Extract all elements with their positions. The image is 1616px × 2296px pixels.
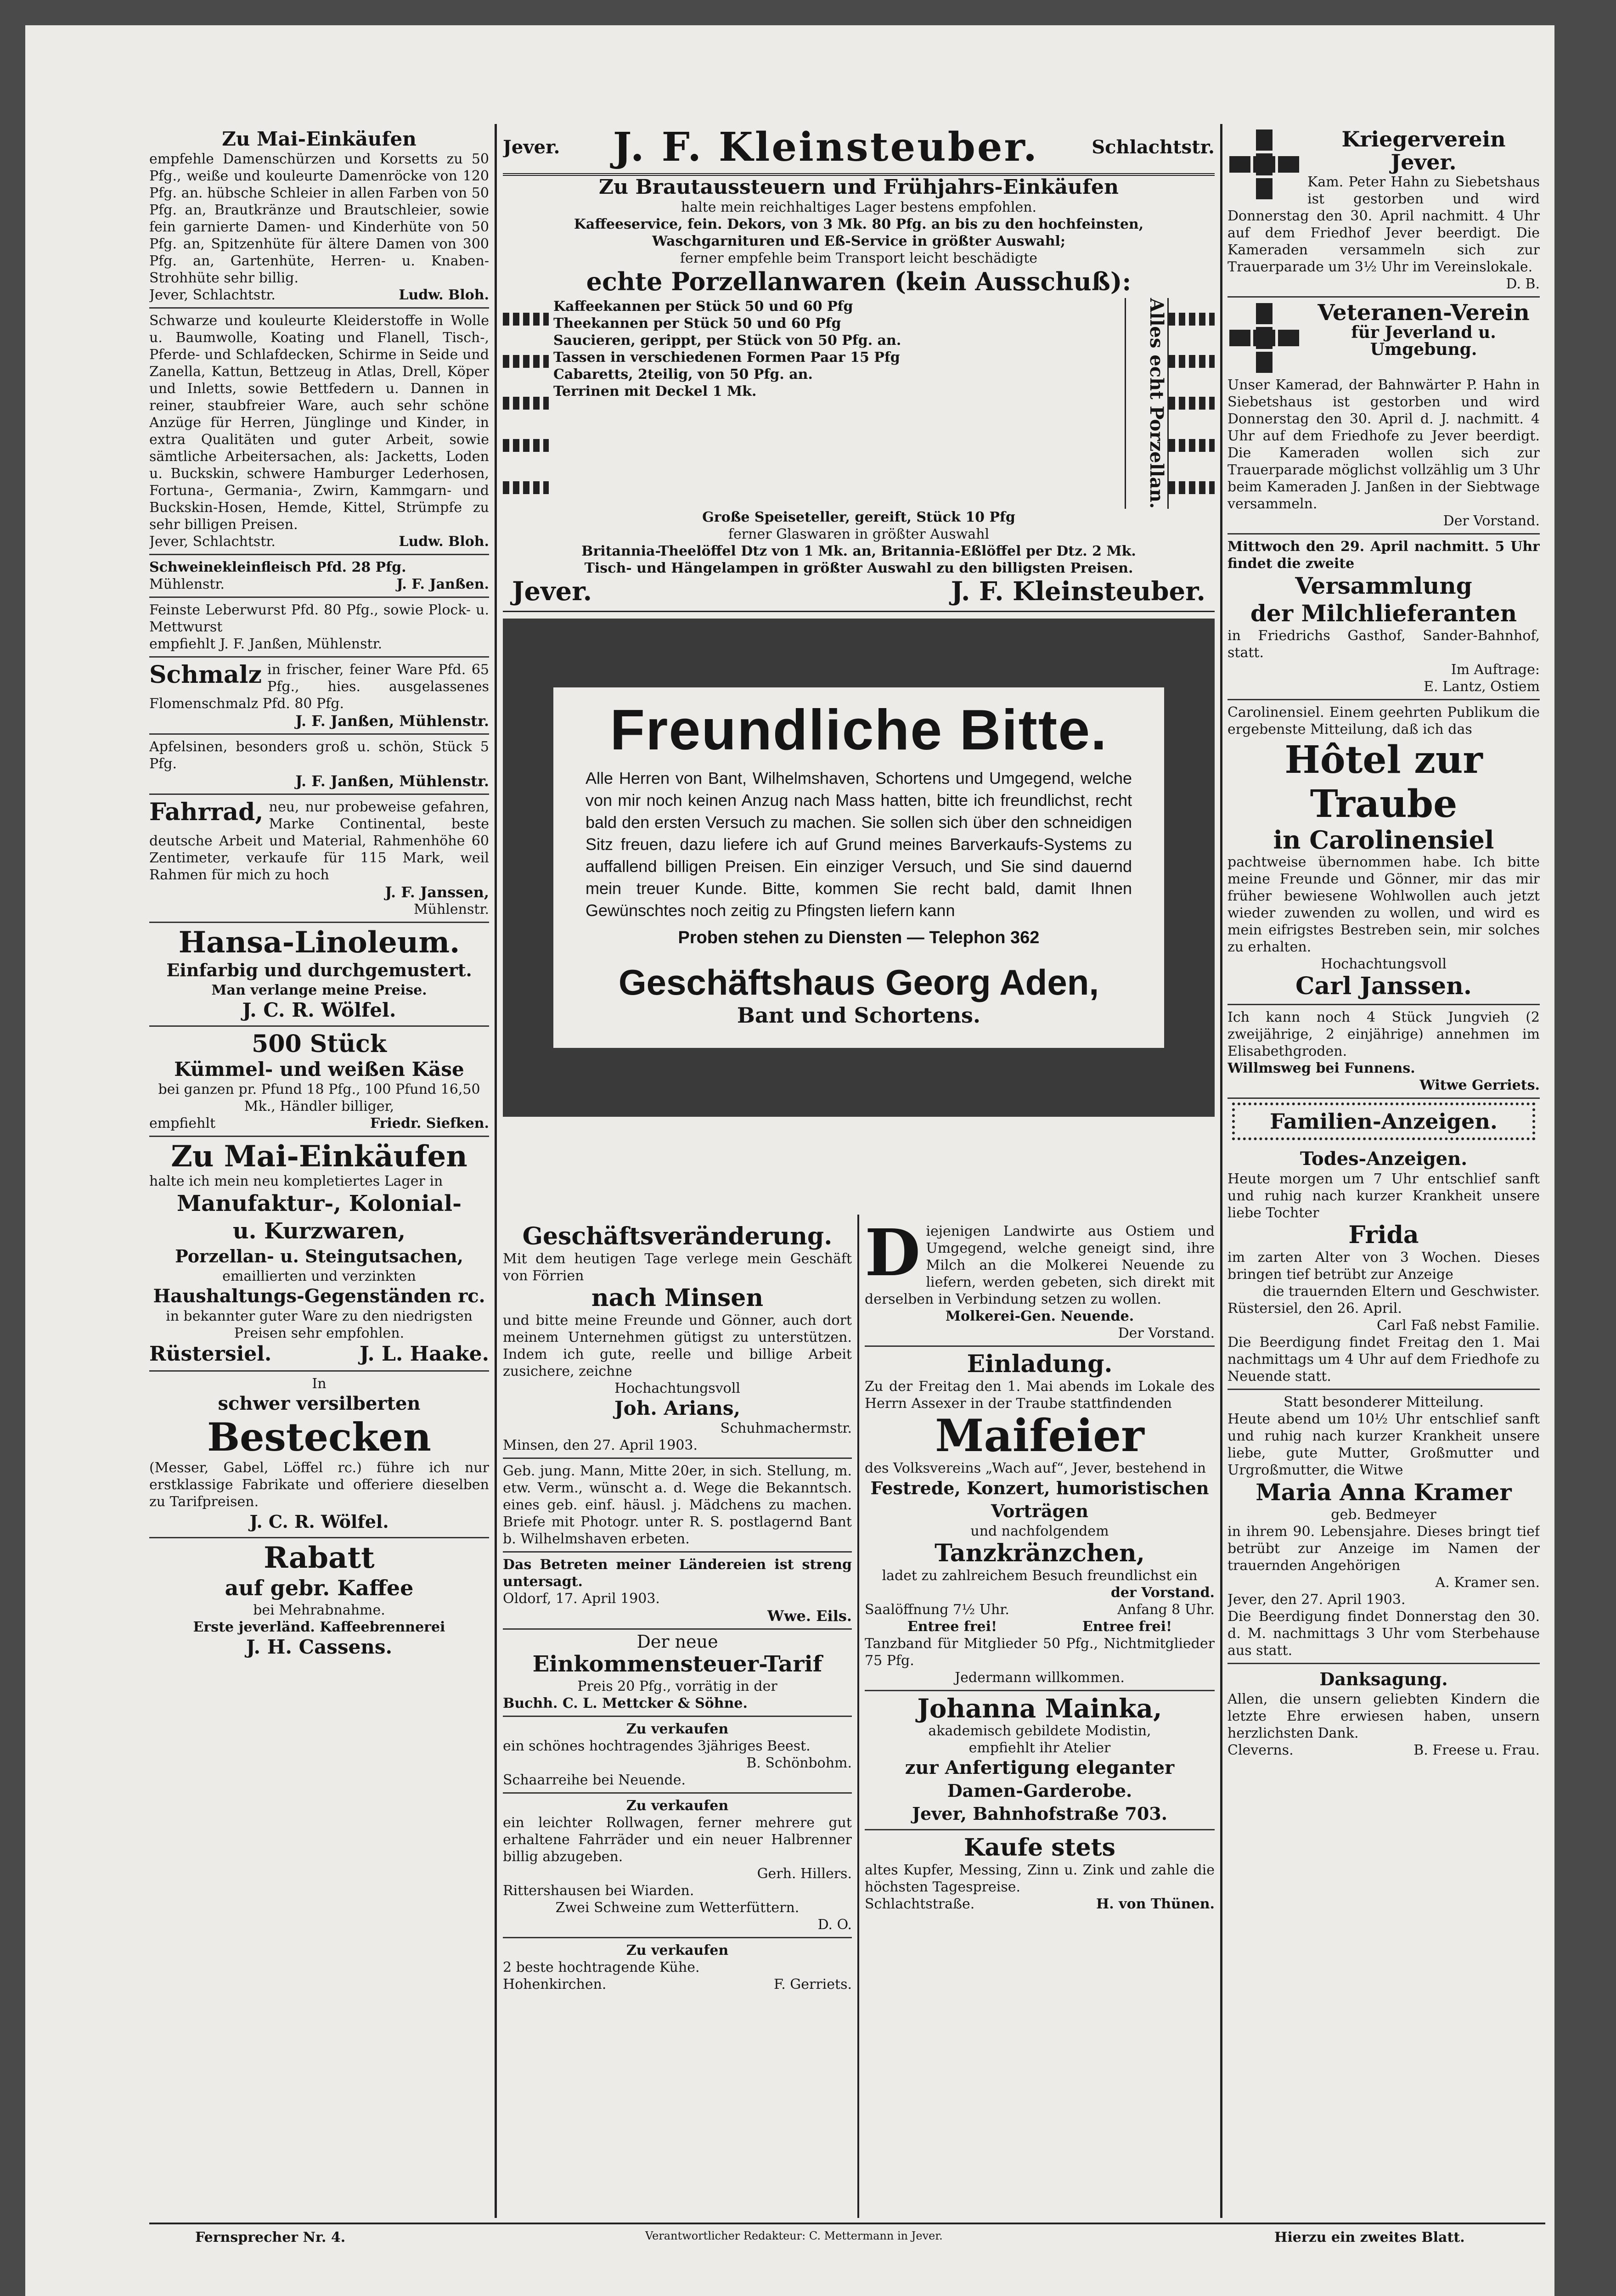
ad-text: Unser Kamerad, der Bahnwärter P. Hahn in Siebetshaus ist gestorben und wird Donnerstag den 30. April d. J. nachmitt. 4 Uhr auf dem Friedhofe zu Jever beerdigt. Die Kameraden wollen sich zur Trauerparade möglichst vollzählig um 3 Uhr beim Kameraden J. Janßen in der Siebtwage versammeln.: [1227, 377, 1540, 512]
ad-line: schwer versilberten: [218, 1393, 421, 1414]
ad-signature: Buchh. C. L. Mettcker & Söhne.: [503, 1695, 748, 1711]
ad-title: Freundliche Bitte.: [610, 698, 1108, 762]
ad-line: Tanzkränzchen,: [935, 1539, 1145, 1567]
ad-line: Schuhmachermstr.: [720, 1420, 852, 1436]
ad-line: Der neue: [636, 1632, 718, 1652]
ad-line: und nachfolgendem: [970, 1523, 1109, 1539]
ad-text: altes Kupfer, Messing, Zinn u. Zink und zahle die höchsten Tagespreise.: [865, 1862, 1215, 1895]
ad-text: iejenigen Landwirte aus Ostiem und Umgegend, welche geneigt sind, ihre Milch an die Molkerei Neuende zu liefern, werden gebeten, sich direkt mit derselben in Verbindung setzen zu wollen.: [865, 1223, 1215, 1307]
ad-name: Frida: [1348, 1221, 1419, 1249]
footer-phone: Fernsprecher Nr. 4.: [195, 2229, 346, 2245]
column-middle-right: [865, 1219, 1215, 2220]
ad-date: Oldorf, 17. April 1903.: [503, 1591, 660, 1607]
ad-signature: J. F. Janßen, Mühlenstr.: [295, 772, 489, 790]
ad-date: Jever, den 27. April 1903.: [1227, 1592, 1406, 1608]
ad-text: Feinste Leberwurst Pfd. 80 Pfg., sowie Plock- u. Mettwurst: [149, 602, 489, 635]
ad-line: emaillierten und verzinkten: [222, 1268, 416, 1284]
ad-line: Waschgarnituren und Eß-Service in größter Auswahl;: [652, 233, 1066, 249]
ad-place: Schaarreihe bei Neuende.: [503, 1772, 686, 1788]
ad-schweinefleisch: [149, 555, 489, 598]
list-item: Theekannen per Stück 50 und 60 Pfg: [553, 315, 841, 332]
ad-date: Minsen, den 27. April 1903.: [503, 1437, 698, 1453]
ad-signature: J. F. Janßen.: [396, 576, 489, 592]
column-middle: [503, 124, 1215, 1217]
ad-line: Festrede, Konzert, humoristischen Vorträgen: [870, 1478, 1209, 1521]
ad-molkerei: [865, 1219, 1215, 1347]
ad-place: Rüstersiel.: [149, 1342, 272, 1366]
ad-line: u. Kurzwaren,: [232, 1218, 406, 1244]
ad-text: des Volksvereins „Wach auf“, Jever, bestehend in: [865, 1460, 1206, 1476]
ad-title: Hôtel zur Traube: [1284, 738, 1483, 826]
ad-line: in Carolinensiel: [1273, 825, 1494, 855]
list-item: Cabaretts, 2teilig, von 50 Pfg. an.: [553, 366, 813, 383]
ad-signature: Molkerei-Gen. Neuende.: [945, 1308, 1134, 1324]
ad-todesanzeige-kramer: [1227, 1390, 1540, 1664]
ad-signature: D. O.: [817, 1917, 852, 1933]
ad-title: Rabatt: [264, 1541, 375, 1575]
ad-kaese: [149, 1027, 489, 1137]
column-middle-left: [503, 1219, 852, 2220]
ad-text: neu, nur probeweise gefahren, Marke Continental, beste deutsche Arbeit und Material, Rahmenhöhe 60 Zentimeter, verkaufe für 115 Mark, weil Rahmen für mich zu hoch: [149, 799, 489, 883]
ad-bestecke: [149, 1372, 489, 1538]
column-left: [149, 124, 489, 2218]
ad-title: Todes-Anzeigen.: [1300, 1148, 1468, 1170]
ad-place: Willmsweg bei Funnens.: [1227, 1060, 1415, 1076]
ad-signature: Carl Faß nebst Familie.: [1376, 1317, 1540, 1334]
ad-place: Schlachtstr.: [1092, 136, 1215, 158]
ad-place: Cleverns.: [1227, 1742, 1294, 1758]
ad-title: Zu verkaufen: [626, 1942, 729, 1958]
ad-line: Im Auftrage:: [1451, 662, 1540, 678]
ad-signature: A. Kramer sen.: [1435, 1575, 1540, 1591]
ad-line: Anfang 8 Uhr.: [1117, 1602, 1215, 1618]
ad-mainka-modistin: [865, 1691, 1215, 1830]
ad-veteranen-verein: [1227, 298, 1540, 535]
ad-text: in bekannter guter Ware zu den niedrigsten Preisen sehr empfohlen.: [166, 1308, 473, 1341]
ad-line: ferner empfehle beim Transport leicht beschädigte: [680, 250, 1038, 266]
ad-place: Rittershausen bei Wiarden.: [503, 1883, 694, 1899]
ad-line: akademisch gebildete Modistin,: [928, 1723, 1151, 1739]
ad-text: ein leichter Rollwagen, ferner mehrere gut erhaltene Fahrräder und ein neuer Halbrenner billig abzugeben.: [503, 1815, 852, 1865]
ad-text: und bitte meine Freunde und Gönner, auch dort meinem Unternehmen gütigst zu unterstützen. Indem ich gute, reelle und billige Arbeit zusichere, zeichne: [503, 1312, 852, 1379]
ad-subtitle: echte Porzellanwaren (kein Ausschuß):: [586, 267, 1132, 296]
ad-text: in ihrem 90. Lebensjahre. Dieses bringt tief betrübt zur Anzeige im Namen der trauernden Angehörigen: [1227, 1524, 1540, 1574]
ad-line: Damen-Garderobe.: [947, 1780, 1132, 1801]
ad-place: Jever, Schlachtstr.: [149, 534, 276, 550]
ad-signature: J. C. R. Wölfel.: [242, 999, 396, 1021]
ad-signature: J. H. Cassens.: [246, 1636, 393, 1658]
iron-cross-icon: [1227, 128, 1301, 201]
ad-line: halte mein reichhaltiges Lager bestens empfohlen.: [681, 199, 1037, 215]
ad-rabatt-kaffee: [149, 1538, 489, 1662]
ad-text: empfehle Damenschürzen und Korsetts zu 50 Pfg., weiße und kouleurte Damenröcke von 120 Pfg. an. hübsche Schleier in allen Farben von 50 Pfg. an, Brautkränze und Brautschleier, sowie fein garnierte Damen- und Kinderhüte von 50 Pfg. an, Spitzenhüte für ältere Damen von 300 Pfg. an, Gartenhüte, Herren- u. Knaben-Strohhüte sehr billig.: [149, 151, 489, 286]
ad-title: Bestecken: [207, 1414, 431, 1460]
ad-hansa-linoleum: [149, 923, 489, 1027]
ad-text: in Friedrichs Gasthof, Sander-Bahnhof, statt.: [1227, 628, 1540, 661]
ad-danksagung: [1227, 1664, 1540, 1762]
ad-signature: Wwe. Eils.: [767, 1607, 852, 1625]
ad-text: Apfelsinen, besonders groß u. schön, Stück 5 Pfg.: [149, 739, 489, 772]
ad-title: Zu verkaufen: [626, 1798, 729, 1814]
ad-signature: J. F. Kleinsteuber.: [951, 576, 1205, 607]
ad-title: 500 Stück: [252, 1030, 387, 1058]
ad-signature: Witwe Gerriets.: [1419, 1077, 1540, 1093]
ad-line: Hochachtungsvoll: [614, 1380, 740, 1396]
ad-text: in frischer, feiner Ware Pfd. 65 Pfg., hies. ausgelassenes Flomenschmalz Pfd. 80 Pfg.: [149, 662, 489, 712]
ad-signature: Carl Janssen.: [1295, 972, 1472, 1000]
ad-kaufe-stets: [865, 1830, 1215, 1916]
ad-line: Entree frei!: [1082, 1619, 1172, 1635]
ad-signature: J. F. Janßen, Mühlenstr.: [295, 712, 489, 730]
ad-place: Schlachtstraße.: [865, 1896, 975, 1912]
ad-title: Veteranen-Verein: [1318, 300, 1530, 326]
ad-line: ferner Glaswaren in größter Auswahl: [728, 526, 990, 542]
ad-mai-einkaeufe-bloh: [149, 124, 489, 309]
ad-signature: der Vorstand.: [1110, 1585, 1215, 1601]
ad-title: Johanna Mainka,: [917, 1694, 1162, 1724]
ad-title: Geschäftsveränderung.: [522, 1222, 833, 1250]
ad-text: Kam. Peter Hahn zu Siebetshaus ist gestorben und wird Donnerstag den 30. April nachmitt. 4 Uhr auf dem Friedhof Jever beerdigt. Die Kameraden versammeln sich zur Trauerparade um 3½ Uhr im Vereinslokale.: [1227, 174, 1540, 275]
ad-place: Jever.: [512, 576, 592, 607]
ad-text: Das Betreten meiner Ländereien ist streng untersagt.: [503, 1557, 852, 1590]
ad-text: Zu der Freitag den 1. Mai abends im Lokale des Herrn Assexer in der Traube stattfindenden: [865, 1379, 1215, 1412]
ad-text: Schweinekleinfleisch Pfd. 28 Pfg.: [149, 559, 406, 575]
ad-place: Rüstersiel, den 26. April.: [1227, 1300, 1402, 1317]
ad-title: Zu Mai-Einkäufen: [171, 1139, 467, 1174]
ad-betreten-untersagt: [503, 1553, 852, 1630]
ad-title: Zu Mai-Einkäufen: [222, 128, 417, 150]
ad-signature: F. Gerriets.: [774, 1976, 852, 1992]
list-item: Tassen in verschiedenen Formen Paar 15 Pfg: [553, 349, 900, 366]
ad-line: Britannia-Theelöffel Dtz von 1 Mk. an, Britannia-Eßlöffel per Dtz. 2 Mk.: [581, 543, 1136, 559]
section-heading-familien: Familien-Anzeigen.: [1232, 1103, 1535, 1140]
list-item: Saucieren, gerippt, per Stück von 50 Pfg. an.: [553, 332, 901, 349]
ad-line: Einfarbig und durchgemustert.: [166, 960, 472, 980]
ad-text: Ich kann noch 4 Stück Jungvieh (2 zweijährige, 2 einjährige) annehmen im Elisabethgroden.: [1227, 1009, 1540, 1059]
ad-schmalz: [149, 658, 489, 735]
list-item: Kaffeekannen per Stück 50 und 60 Pfg: [553, 298, 853, 315]
ad-signature: B. Freese u. Frau.: [1413, 1742, 1540, 1758]
ad-text: Heute morgen um 7 Uhr entschlief sanft und ruhig nach kurzer Krankheit unsere liebe Tochter: [1227, 1171, 1540, 1221]
ad-place: Jever, Schlachtstr.: [149, 287, 276, 303]
ornament: [503, 298, 549, 509]
ad-place: Mühlenstr.: [413, 901, 489, 917]
ad-signature: E. Lantz, Ostiem: [1424, 679, 1540, 695]
ad-steuer-tarif: [503, 1630, 852, 1717]
ad-line: Entree frei!: [907, 1619, 997, 1635]
ad-text: 2 beste hochtragende Kühe.: [503, 1959, 700, 1975]
ad-signature: J. L. Haake.: [359, 1342, 489, 1366]
ad-fahrrad: [149, 795, 489, 923]
ad-line: Statt besonderer Mitteilung.: [1284, 1394, 1484, 1410]
ad-line: Tisch- und Hängelampen in größter Auswahl zu den billigsten Preisen.: [584, 560, 1133, 576]
ad-line: der Milchlieferanten: [1250, 600, 1517, 627]
ad-line: Manufaktur-, Kolonial-: [176, 1191, 462, 1216]
ad-text: Tanzband für Mitglieder 50 Pfg., Nichtmitglieder 75 Pfg.: [865, 1636, 1215, 1669]
ad-text: Mit dem heutigen Tage verlege mein Geschäft von Förrien: [503, 1251, 852, 1284]
newspaper-page: [25, 25, 1554, 2296]
ad-title: Kümmel- und weißen Käse: [174, 1058, 464, 1080]
ad-line: empfiehlt ihr Atelier: [968, 1740, 1111, 1756]
ad-text: Die Beerdigung findet Freitag den 1. Mai nachmittags um 4 Uhr auf dem Friedhofe zu Neuende statt.: [1227, 1334, 1540, 1384]
ad-milchlieferanten: [1227, 535, 1540, 700]
ad-line: Versammlung: [1295, 572, 1472, 599]
ad-text: im zarten Alter von 3 Wochen. Dieses bringen tief betrübt zur Anzeige: [1227, 1249, 1540, 1283]
ad-signature: Friedr. Siefken.: [370, 1115, 489, 1131]
footer-supplement: Hierzu ein zweites Blatt.: [1274, 2229, 1465, 2245]
ad-text: Die Beerdigung findet Donnerstag den 30. d. M. nachmittags 3 Uhr vom Sterbehause aus statt.: [1227, 1609, 1540, 1659]
ad-place: Jever.: [503, 136, 560, 158]
ad-title: Kaufe stets: [964, 1834, 1115, 1862]
ad-line: geb. Bedmeyer: [1331, 1507, 1436, 1523]
ad-line: zur Anfertigung eleganter: [905, 1757, 1175, 1778]
footer-editor: Verantwortlicher Redakteur: C. Mettermann in Jever.: [645, 2229, 943, 2242]
ad-line: Erste jeverländ. Kaffeebrennerei: [193, 1619, 445, 1635]
ad-verkauf-rollwagen: [503, 1794, 852, 1938]
ad-text: ein schönes hochtragendes 3jähriges Beest.: [503, 1738, 811, 1754]
ad-signature: J. C. R. Wölfel.: [249, 1511, 389, 1532]
ad-line: Maifeier: [935, 1410, 1144, 1462]
ad-line: Saalöffnung 7½ Uhr.: [865, 1602, 1009, 1618]
ad-hotel-zur-traube: [1227, 700, 1540, 1005]
ad-line: Hochachtungsvoll: [1321, 956, 1447, 972]
ad-jungvieh: [1227, 1005, 1540, 1099]
footer-rule: [149, 2223, 1545, 2224]
ad-kleinsteuber: [503, 124, 1215, 612]
ad-signature: Der Vorstand.: [1118, 1325, 1215, 1341]
ad-title: Hansa-Linoleum.: [178, 925, 460, 960]
list-item: Terrinen mit Deckel 1 Mk.: [553, 383, 757, 400]
ad-text: Carolinensiel. Einem geehrten Publikum die ergebenste Mitteilung, daß ich das: [1227, 704, 1540, 737]
column-rule: [857, 1215, 859, 2218]
ad-line: die trauernden Eltern und Geschwister.: [1262, 1283, 1540, 1300]
ad-title: Fahrrad,: [149, 798, 264, 826]
ad-line: Zwei Schweine zum Wetterfüttern.: [555, 1900, 800, 1916]
ad-title: Danksagung.: [1319, 1669, 1448, 1689]
ad-text: (Messer, Gabel, Löffel rc.) führe ich nur erstklassige Fabrikate und offeriere dieselben zu Tarifpreisen.: [149, 1460, 489, 1510]
ad-signature: H. von Thünen.: [1096, 1896, 1215, 1912]
ad-line: bei Mehrabnahme.: [253, 1602, 385, 1618]
ad-mai-einkaeufe-haake: [149, 1137, 489, 1372]
ad-leberwurst: [149, 598, 489, 658]
ad-line: Haushaltungs-Gegenständen rc.: [153, 1285, 485, 1307]
ad-title: J. F. Kleinsteuber.: [613, 124, 1039, 170]
ad-signature: J. F. Janssen,: [385, 884, 489, 901]
ad-verkauf-beest: [503, 1717, 852, 1794]
ad-line: Kaffeeservice, fein. Dekors, von 3 Mk. 80 Pfg. an bis zu den hochfeinsten,: [574, 216, 1144, 232]
ad-signature: Der Vorstand.: [1443, 513, 1540, 529]
ad-signature: Ludw. Bloh.: [399, 287, 489, 303]
column-rule: [1220, 124, 1222, 2218]
ad-line: empfiehlt J. F. Janßen, Mühlenstr.: [149, 636, 383, 652]
ad-freundliche-bitte: [503, 619, 1215, 1117]
ad-text: Geb. jung. Mann, Mitte 20er, in sich. Stellung, m. etw. Verm., wünscht a. d. Wege die Bekanntsch. eines geb. einf. häusl. j. Mädchens zu machen. Briefe mit Photogr. unter R. S. postlagernd Bant b. Wilhelmshaven erbeten.: [503, 1463, 852, 1547]
ad-line: Zu Brautaussteuern und Frühjahrs-Einkäufen: [599, 175, 1119, 199]
ad-line: nach Minsen: [591, 1284, 764, 1312]
ad-title: Einkommensteuer-Tarif: [532, 1651, 822, 1677]
ad-place: Mühlenstr.: [149, 576, 225, 592]
column-rule: [495, 124, 497, 2218]
ad-text: Alle Herren von Bant, Wilhelmshaven, Schortens und Umgegend, welche von mir noch keinen Anzug nach Mass hatten, bitte ich freundlichst, recht bald den ersten Versuch zu machen. Sie sollen sich über den schneidigen Sitz freuen, dazu liefere ich auf Grund meines Barverkaufs-Systems zu auffallend billigen Preisen. Ein einziger Versuch, und Sie sind dauernd mein treuer Kunde. Bitte, kommen Sie recht bald, damit Ihnen Gewünschtes noch zeitig zu Pfingsten liefern kann: [586, 768, 1132, 920]
ad-line: Große Speiseteller, gereift, Stück 10 Pfg: [702, 509, 1015, 525]
ad-place: Hohenkirchen.: [503, 1976, 607, 1992]
ad-text: halte ich mein neu kompletiertes Lager in: [149, 1173, 443, 1189]
ad-title: Einladung.: [967, 1350, 1113, 1378]
ad-line: ladet zu zahlreichem Besuch freundlichst ein: [882, 1568, 1198, 1584]
ad-line: Man verlange meine Preise.: [211, 982, 427, 998]
ad-line: Porzellan- u. Steingutsachen,: [175, 1246, 463, 1266]
ad-place: Bant und Schortens.: [737, 1002, 980, 1028]
drop-cap: D: [865, 1219, 921, 1291]
ad-kleiderstoffe: [149, 309, 489, 555]
ad-text: Mittwoch den 29. April nachmitt. 5 Uhr findet die zweite: [1227, 539, 1540, 572]
ad-signature: B. Schönbohm.: [746, 1755, 852, 1771]
ad-apfelsinen: [149, 735, 489, 795]
ad-text: Allen, die unsern geliebten Kindern die letzte Ehre erwiesen haben, unsern herzlichsten Dank.: [1227, 1691, 1540, 1741]
ad-text: bei ganzen pr. Pfund 18 Pfg., 100 Pfund 16,50 Mk., Händler billiger,: [158, 1081, 480, 1114]
column-right: [1227, 124, 1540, 2218]
ad-signature: D. B.: [1506, 276, 1540, 292]
ad-todesanzeige-frida: [1227, 1144, 1540, 1390]
ad-line: empfiehlt: [149, 1115, 216, 1131]
ad-title: Zu verkaufen: [626, 1721, 729, 1737]
ad-signature: Gerh. Hillers.: [757, 1866, 852, 1882]
ad-title: Kriegerverein Jever.: [1341, 127, 1506, 174]
ad-title: Schmalz: [149, 661, 262, 689]
ad-text: Schwarze und kouleurte Kleiderstoffe in Wolle u. Baumwolle, Koating und Flanell, Tisch-, Pferde- und Schlafdecken, Schirme in Seide und Zanella, Kattun, Bettzeug in Atlas, Drell, Köper und Inletts, sowie Bettfedern u. Dannen in reiner, staubfreier Ware, auch sehr schöne Anzüge für Herren, Jünglinge und Kinder, in extra Qualitäten und guter Arbeit, sowie sämtliche Arbeitersachen, als: Jacketts, Loden u. Buckskin, schwere Hamburger Lederhosen, Fortuna-, Germania-, Zwirn, Kammgarn- und Buckskin-Hosen, Hemde, Kittel, Strümpfe zu sehr billigen Preisen.: [149, 313, 489, 533]
iron-cross-icon: [1227, 301, 1301, 375]
ad-line: Proben stehen zu Diensten — Telephon 362: [678, 928, 1040, 947]
ad-signature: Ludw. Bloh.: [399, 534, 489, 550]
ad-verkauf-kuehe: [503, 1938, 852, 1997]
ad-signature: Joh. Arians,: [614, 1397, 741, 1419]
ad-subtitle: für Jeverland u. Umgebung.: [1351, 323, 1496, 359]
ad-geschaeftsveraenderung: [503, 1219, 852, 1459]
ad-line: auf gebr. Kaffee: [225, 1576, 414, 1600]
ad-line: Jever, Bahnhofstraße 703.: [912, 1803, 1167, 1824]
ornament: [1169, 298, 1215, 509]
ad-maifeier: [865, 1347, 1215, 1691]
ad-line: In: [312, 1376, 327, 1392]
ad-side-text: Alles echt Porzellan.: [1125, 298, 1169, 509]
ad-name: Maria Anna Kramer: [1256, 1479, 1512, 1506]
ad-kriegerverein: [1227, 124, 1540, 298]
ad-signature: Geschäftshaus Georg Aden,: [618, 962, 1099, 1002]
ad-text: Preis 20 Pfg., vorrätig in der: [577, 1678, 777, 1694]
ad-text: pachtweise übernommen habe. Ich bitte meine Freunde und Gönner, mir das mir früher bewiesene Wohlwollen auch jetzt wieder zuwenden zu wollen, und wird es mein eifrigstes Bestreben sein, mir solches zu erhalten.: [1227, 854, 1540, 955]
ad-line: Jedermann willkommen.: [955, 1670, 1125, 1686]
ad-text: Heute abend um 10½ Uhr entschlief sanft und ruhig nach kurzer Krankheit unsere liebe, gute Mutter, Großmutter und Urgroßmutter, die Witwe: [1227, 1411, 1540, 1478]
ad-bekanntschaft: [503, 1459, 852, 1553]
